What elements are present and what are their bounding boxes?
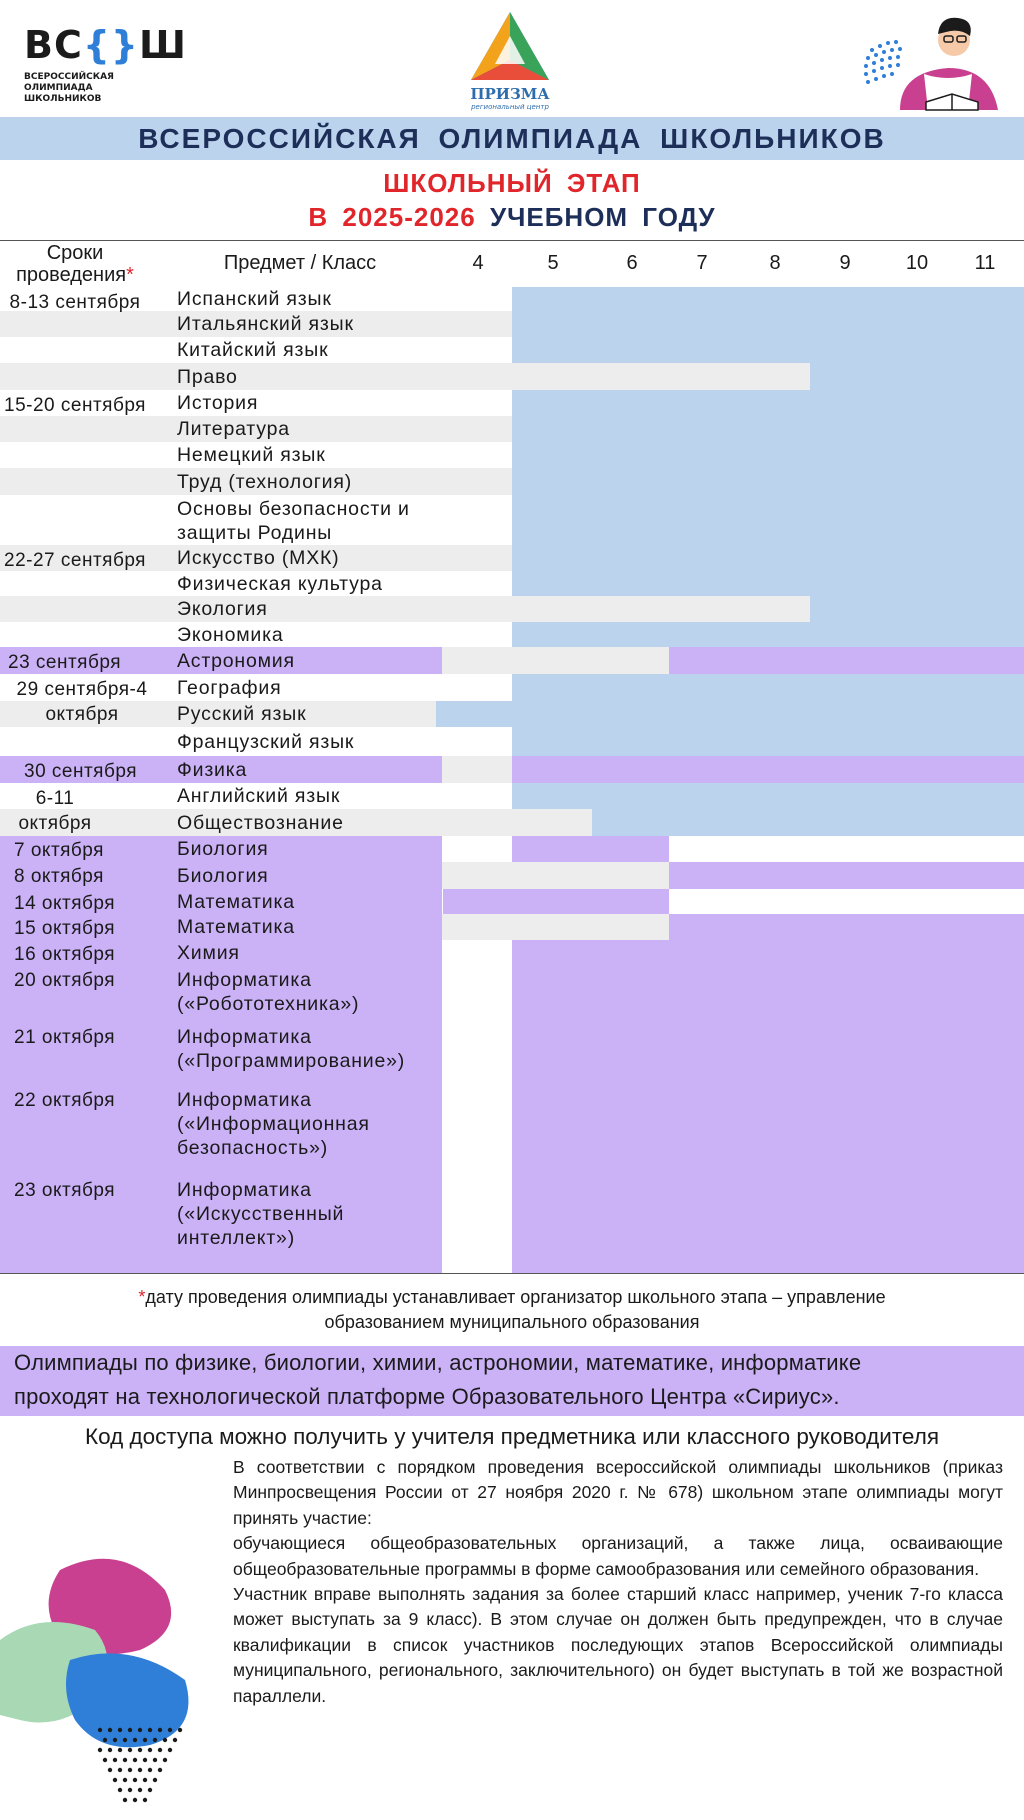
grade-header: 8 (769, 252, 781, 274)
subject-name: Испанский язык (177, 288, 332, 310)
table-bottom-border (0, 1273, 1024, 1274)
prizma-logo (455, 8, 565, 111)
grade-range-cell (512, 416, 1024, 442)
grade-range-cell (512, 1086, 1024, 1176)
date-footnote: *дату проведения олимпиады устанавливает организатор школьного этапа – управление образованием муниципального образования (138, 1287, 886, 1332)
subject-name: Физика (177, 758, 248, 781)
grade-header: 4 (472, 252, 484, 274)
subject-name: Литература (177, 418, 290, 440)
date-label: 7 октября (14, 840, 104, 861)
subject-name: Труд (технология) (177, 470, 352, 493)
grade-header: 7 (696, 252, 708, 274)
grade-range-cell (512, 287, 1024, 311)
grade-range-cell (669, 862, 1024, 889)
date-label: 23 сентября (8, 652, 121, 673)
access-code-note: Код доступа можно получить у учителя предметника или классного руководителя (84, 1424, 940, 1449)
grade-header: 10 (905, 252, 929, 274)
academic-year: В 2025-2026 (308, 202, 476, 232)
date-label: 15 октября (14, 918, 116, 939)
grade-range-cell (512, 468, 1024, 495)
grade-range-cell (512, 495, 1024, 545)
grade-range-cell (512, 442, 1024, 468)
date-label: 8-13 сентября (9, 292, 141, 313)
grade-range-cell (512, 622, 1024, 647)
subject-name: Физическая культура (177, 572, 383, 595)
date-label: 14 октября (14, 893, 116, 914)
grade-range-cell (592, 809, 1024, 836)
date-label: 22 октября (14, 1090, 116, 1111)
subject-name: Французский язык (177, 730, 355, 753)
stage-title: ШКОЛЬНЫЙ ЭТАП (383, 168, 641, 198)
grade-range-cell (512, 674, 1024, 701)
sirius-platform-note (0, 1346, 1024, 1416)
subject-name: Информатика («Информационная безопасность») (177, 1089, 370, 1159)
subject-name: Биология (177, 838, 269, 860)
student-reading-illustration (860, 10, 1010, 115)
date-label: 20 октября (14, 970, 116, 991)
rules-paragraph: обучающиеся общеобразовательных организаций, а также лица, осваивающие общеобразовательные программы в форме самообразования или семейного образования. (233, 1533, 1003, 1579)
date-label: 8 октября (14, 866, 104, 887)
grade-range-cell (512, 311, 1024, 337)
grade-range-cell (512, 571, 1024, 596)
subject-name: Китайский язык (177, 339, 329, 361)
subject-name: Английский язык (177, 785, 341, 807)
grade-header: 6 (626, 252, 638, 274)
subject-name: Основы безопасности и защиты Родины (177, 498, 410, 544)
subject-name: Право (177, 365, 238, 388)
subject-name: Итальянский язык (177, 313, 354, 335)
olympiad-banner: ВСЕРОССИЙСКАЯ ОЛИМПИАДА ШКОЛЬНИКОВ (0, 117, 1024, 160)
grade-range-cell (512, 1176, 1024, 1273)
date-label: 23 октября (14, 1180, 116, 1201)
grade-header: 9 (839, 252, 851, 274)
table-top-border (0, 240, 1024, 241)
subject-name: Химия (177, 942, 240, 964)
grade-range-cell (512, 836, 669, 862)
subject-name: Русский язык (177, 703, 307, 725)
date-label: 6-11 октября (18, 788, 92, 834)
header-date: Сроки проведения* (16, 242, 134, 286)
grade-range-cell (512, 337, 1024, 363)
vsosh-logo-caption: ВСЕРОССИЙСКАЯ ОЛИМПИАДА ШКОЛЬНИКОВ (24, 72, 114, 104)
subject-name: История (177, 392, 259, 414)
subject-name: Информатика («Робототехника») (177, 969, 360, 1015)
grade-range-cell (436, 701, 1024, 727)
prizma-tagline: региональный центр (471, 103, 549, 111)
date-label: 22-27 сентября (4, 550, 146, 571)
subject-name: Экология (177, 598, 268, 620)
subject-name: Информатика («Искусственный интеллект») (177, 1179, 345, 1249)
grade-range-cell (512, 756, 1024, 783)
grade-header: 11 (974, 252, 996, 274)
date-label: 30 сентября (24, 761, 137, 782)
grade-range-cell (443, 889, 669, 914)
subject-name: Информатика («Программирование») (177, 1026, 406, 1072)
grade-range-cell (512, 783, 1024, 809)
grade-header: 5 (547, 252, 559, 274)
sirius-note-line2: проходят на технологической платформе Образовательного Центра «Сириус». (14, 1384, 840, 1409)
vsosh-logo-mark: ВС{}Ш (24, 23, 187, 67)
decorative-blobs (0, 1530, 230, 1820)
date-label: 21 октября (14, 1027, 116, 1048)
grade-range-cell (512, 1023, 1024, 1086)
rules-paragraph: В соответствии с порядком проведения всероссийской олимпиады школьников (приказ Минпросвещения России от 27 ноября 2020 г. № 678) школьном этапе олимпиады могут принять участие: (233, 1457, 1003, 1528)
subject-name: География (177, 676, 282, 699)
header-subject-grade: Предмет / Класс (223, 252, 377, 274)
grade-range-cell (512, 727, 1024, 756)
subject-name: Искусство (МХК) (177, 547, 340, 569)
subject-name: Биология (177, 864, 269, 887)
subject-name: Экономика (177, 623, 284, 646)
grade-range-cell (512, 966, 1024, 1023)
grade-range-cell (512, 940, 1024, 966)
date-label: 16 октября (14, 944, 116, 965)
subject-name: Математика (177, 890, 295, 913)
grade-range-cell (669, 914, 1024, 940)
subject-name: Астрономия (177, 649, 295, 672)
academic-year-title: В 2025-2026 УЧЕБНОМ ГОДУ (308, 202, 716, 232)
subject-name: Немецкий язык (177, 444, 326, 466)
grade-range-cell (810, 596, 1024, 622)
date-label: 29 сентября-4 октября (16, 679, 148, 725)
date-label: 15-20 сентября (4, 395, 146, 416)
grade-range-cell (512, 390, 1024, 416)
vsosh-logo (24, 23, 187, 105)
participation-rules (233, 1455, 1003, 1709)
grade-range-cell (669, 647, 1024, 674)
subject-name: Обществознание (177, 811, 344, 834)
grade-range-cell (512, 545, 1024, 571)
rules-paragraph: Участник вправе выполнять задания за более старший класс например, ученик 7-го класса может выступать за 9 класс). В этом случае он должен быть предупрежден, что в случае квалификации в список участников последующих этапов Всероссийской олимпиады муниципального, регионального, заключительного) он будет выступать в той же возрастной параллели. (233, 1584, 1003, 1706)
sirius-note-line1: Олимпиады по физике, биологии, химии, астрономии, математике, информатике (14, 1350, 862, 1375)
grade-range-cell (810, 363, 1024, 390)
prizma-name: ПРИЗМА (470, 85, 550, 103)
prism-icon (467, 8, 553, 84)
schedule-table (0, 240, 1024, 1274)
subject-name: Математика (177, 916, 295, 938)
